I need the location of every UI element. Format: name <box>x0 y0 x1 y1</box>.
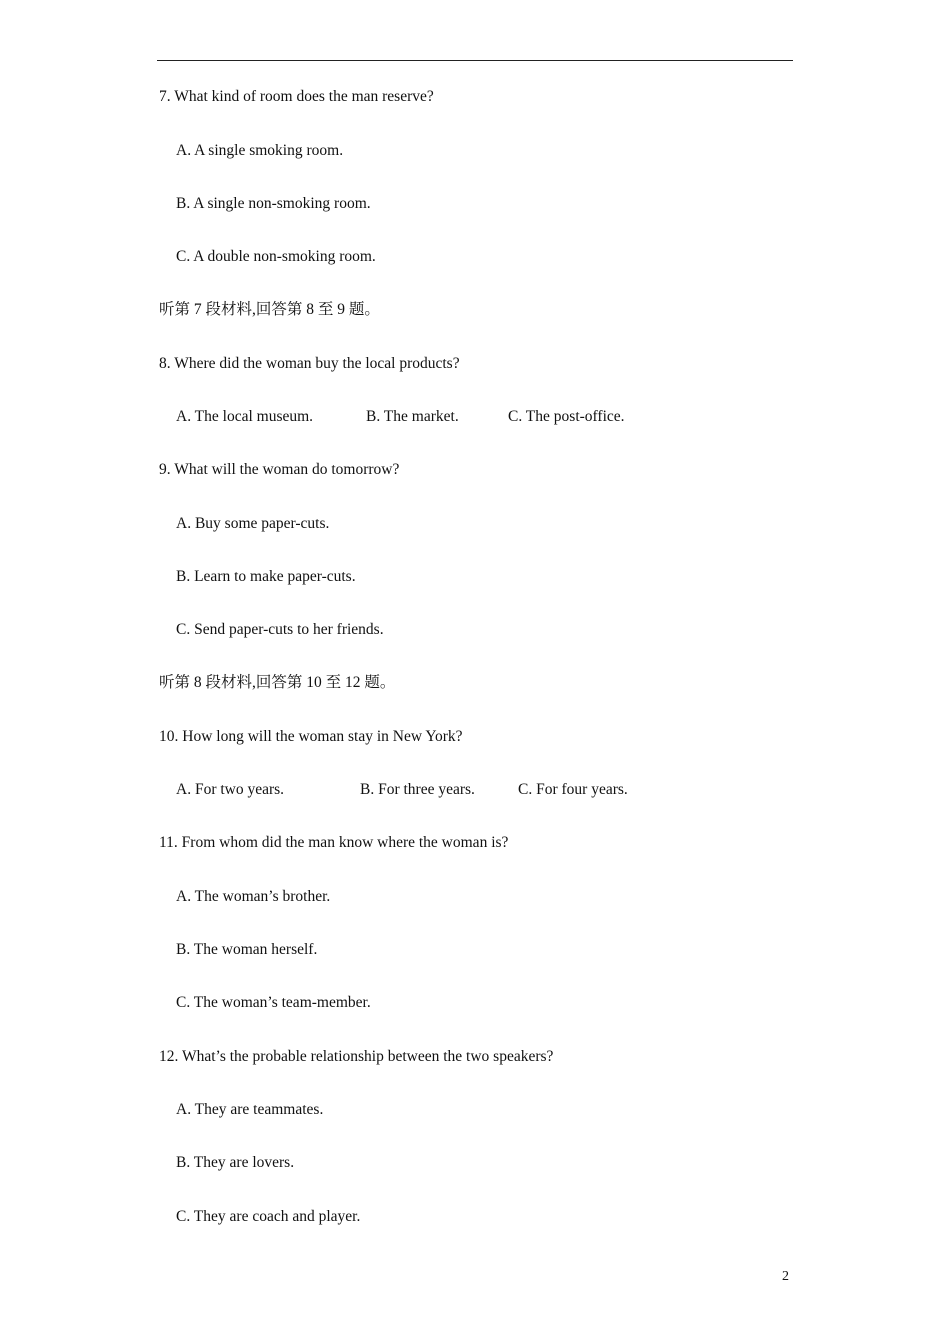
question-8-text: 8. Where did the woman buy the local products? <box>159 355 460 372</box>
question-12-option-b: B. They are lovers. <box>176 1154 295 1171</box>
question-9-option-c: C. Send paper-cuts to her friends. <box>176 621 384 638</box>
question-10-option-a: A. For two years. <box>176 781 285 798</box>
question-9-option-b: B. Learn to make paper-cuts. <box>176 568 356 585</box>
question-11-text: 11. From whom did the man know where the woman is? <box>159 834 509 851</box>
section-8-instruction: 听第 8 段材料,回答第 10 至 12 题。 <box>159 674 396 691</box>
question-7-option-c: C. A double non-smoking room. <box>176 248 376 265</box>
question-7-text: 7. What kind of room does the man reserve? <box>159 88 434 105</box>
question-9-text: 9. What will the woman do tomorrow? <box>159 461 400 478</box>
question-10-text: 10. How long will the woman stay in New York? <box>159 728 463 745</box>
question-11-option-c: C. The woman’s team-member. <box>176 994 371 1011</box>
question-10-option-b: B. For three years. <box>360 781 475 798</box>
question-10-options <box>0 780 950 800</box>
header-rule <box>157 60 793 61</box>
question-12-option-c: C. They are coach and player. <box>176 1208 361 1225</box>
question-9-option-a: A. Buy some paper-cuts. <box>176 515 330 532</box>
question-7-option-a: A. A single smoking room. <box>176 142 344 159</box>
question-7-option-b: B. A single non-smoking room. <box>176 195 371 212</box>
question-11-option-b: B. The woman herself. <box>176 941 318 958</box>
section-7-instruction: 听第 7 段材料,回答第 8 至 9 题。 <box>159 301 380 318</box>
question-8-option-b: B. The market. <box>366 408 459 425</box>
page-number: 2 <box>782 1269 789 1284</box>
question-12-text: 12. What’s the probable relationship between the two speakers? <box>159 1048 554 1065</box>
question-8-option-c: C. The post-office. <box>508 408 625 425</box>
question-10-option-c: C. For four years. <box>518 781 628 798</box>
question-12-option-a: A. They are teammates. <box>176 1101 324 1118</box>
question-8-options <box>0 407 950 427</box>
question-11-option-a: A. The woman’s brother. <box>176 888 331 905</box>
question-8-option-a: A. The local museum. <box>176 408 314 425</box>
